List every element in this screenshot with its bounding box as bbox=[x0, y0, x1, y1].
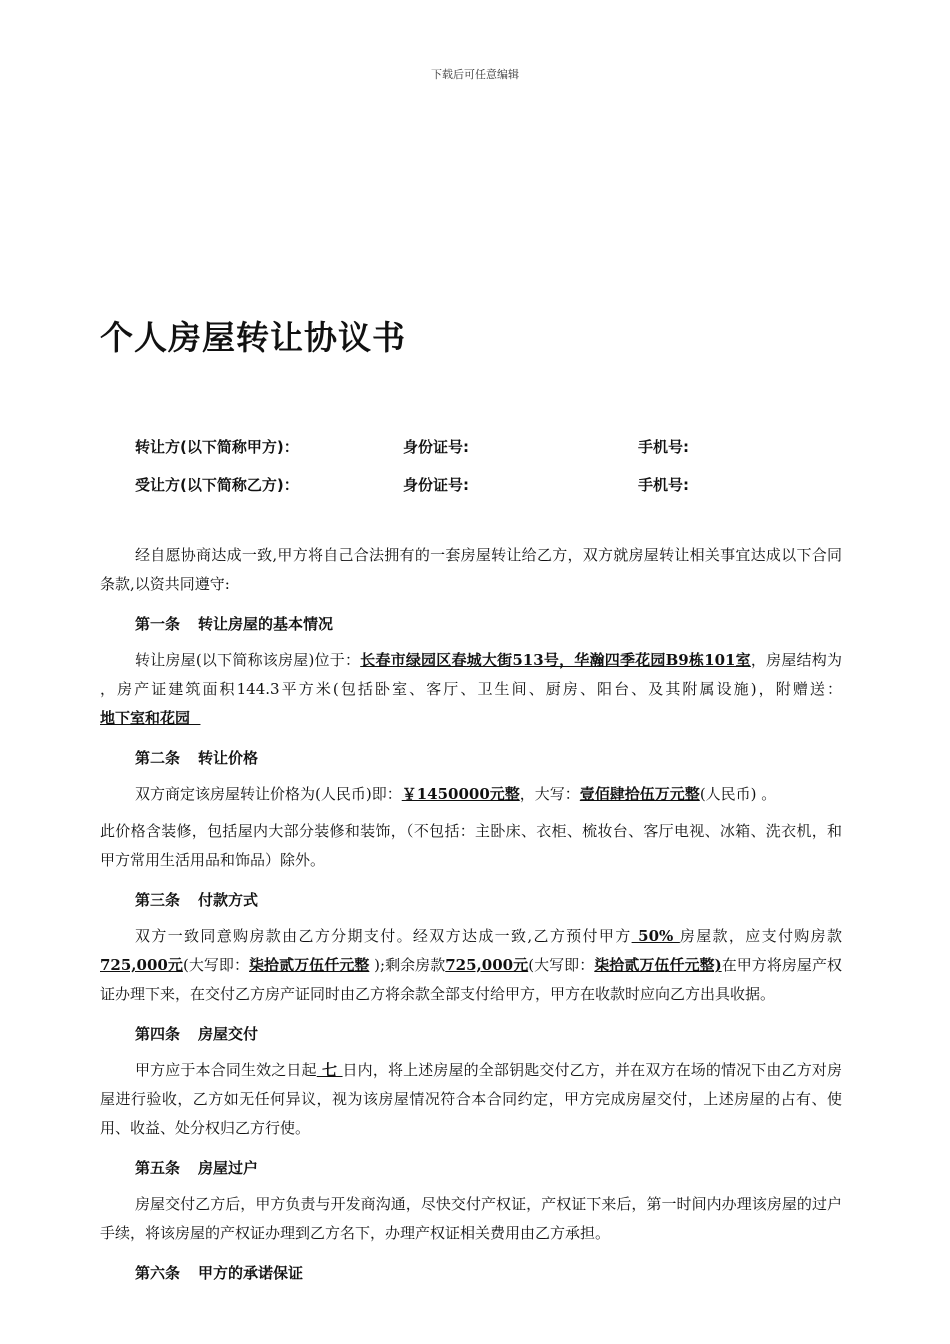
text: 转让房屋(以下简称该房屋)位于： bbox=[135, 651, 361, 669]
article-2-paragraph bbox=[100, 780, 842, 809]
text: (人民币) 。 bbox=[699, 785, 777, 803]
article-1-heading bbox=[135, 610, 842, 639]
article-title: 房屋过户 bbox=[198, 1159, 259, 1177]
article-title: 转让房屋的基本情况 bbox=[198, 615, 334, 633]
text: (大写即： bbox=[528, 956, 595, 974]
article-5-heading bbox=[135, 1154, 842, 1183]
property-address: 长春市绿园区春城大街513号，华瀚四季花园B9栋101室 bbox=[360, 651, 751, 669]
buyer-id-label: 身份证号: bbox=[403, 476, 469, 494]
text: 房屋款，应支付购房款 bbox=[679, 927, 847, 945]
text: ，房屋结构为 ，房产证建筑面积144.3平方米(包括卧室、客厅、卫生间、厨房、阳台、及其附属设施)，附赠送： bbox=[100, 651, 842, 698]
text: (大写即： bbox=[182, 956, 249, 974]
article-2-paragraph-2: 此价格含装修，包括屋内大部分装修和装饰，（不包括：主卧床、衣柜、梳妆台、客厅电视、冰箱、洗衣机，和甲方常用生活用品和饰品）除外。 bbox=[100, 822, 842, 869]
article-title: 转让价格 bbox=[198, 749, 259, 767]
text: 日内，将上述房屋的全部钥匙交付乙方，并在双方在场的情况下由乙方对房屋进行验收，乙方如无任何异议，视为该房屋情况符合本合同约定，甲方完成房屋交付，上述房屋的占有、使用、收益、处分权归乙方行使。 bbox=[100, 1061, 842, 1137]
article-title: 房屋交付 bbox=[198, 1025, 259, 1043]
seller-label: 转让方(以下简称甲方)： bbox=[135, 438, 299, 456]
header-note: 下载后可任意编辑 bbox=[431, 68, 519, 81]
text: 在甲方将房屋产权证办理下来，在交付乙方房产证同时由乙方将余款全部支付给甲方，甲方在收款时应向乙方出具收据。 bbox=[100, 956, 842, 1003]
article-2-heading bbox=[135, 744, 842, 773]
article-title: 甲方的承诺保证 bbox=[198, 1264, 304, 1282]
first-payment: 725,000元 bbox=[100, 956, 183, 974]
article-3-paragraph bbox=[100, 922, 847, 1009]
buyer-phone-label: 手机号: bbox=[638, 476, 689, 494]
article-number: 第一条 bbox=[135, 615, 181, 633]
text: );剩余房款 bbox=[369, 956, 446, 974]
article-number: 第五条 bbox=[135, 1159, 181, 1177]
article-3-heading bbox=[135, 886, 842, 915]
prepay-percent: 50% bbox=[631, 927, 680, 945]
remaining-payment-words: 柒拾贰万伍仟元整) bbox=[594, 956, 722, 974]
text: 甲方应于本合同生效之日起 bbox=[135, 1061, 317, 1079]
article-4-heading bbox=[135, 1020, 842, 1049]
gift-items: 地下室和花园 bbox=[100, 709, 201, 727]
intro-paragraph: 经自愿协商达成一致,甲方将自己合法拥有的一套房屋转让给乙方，双方就房屋转让相关事宜达成以下合同条款,以资共同遵守: bbox=[100, 546, 842, 593]
article-title: 付款方式 bbox=[198, 891, 259, 909]
contract-body bbox=[100, 541, 847, 1295]
article-number: 第二条 bbox=[135, 749, 181, 767]
article-number: 第三条 bbox=[135, 891, 181, 909]
price-words: 壹佰肆拾伍万元整 bbox=[579, 785, 700, 803]
price-amount: ￥1450000元整 bbox=[401, 785, 520, 803]
text: 双方一致同意购房款由乙方分期支付。经双方达成一致,乙方预付甲方 bbox=[135, 927, 632, 945]
article-5-paragraph: 房屋交付乙方后，甲方负责与开发商沟通，尽快交付产权证，产权证下来后，第一时间内办理该房屋的过户手续，将该房屋的产权证办理到乙方名下，办理产权证相关费用由乙方承担。 bbox=[100, 1195, 842, 1242]
buyer-label: 受让方(以下简称乙方)： bbox=[135, 476, 299, 494]
seller-id-label: 身份证号: bbox=[403, 438, 469, 456]
article-6-heading bbox=[135, 1259, 842, 1288]
first-payment-words: 柒拾贰万伍仟元整 bbox=[249, 956, 370, 974]
seller-phone-label: 手机号: bbox=[638, 438, 689, 456]
document-title: 个人房屋转让协议书 bbox=[100, 318, 406, 357]
article-number: 第六条 bbox=[135, 1264, 181, 1282]
delivery-days: 七 bbox=[316, 1061, 343, 1079]
text: ，大写： bbox=[519, 785, 580, 803]
article-1-paragraph bbox=[100, 646, 842, 733]
remaining-payment: 725,000元 bbox=[445, 956, 529, 974]
text: 双方商定该房屋转让价格为(人民币)即： bbox=[135, 785, 402, 803]
article-4-paragraph bbox=[100, 1056, 842, 1143]
article-number: 第四条 bbox=[135, 1025, 181, 1043]
